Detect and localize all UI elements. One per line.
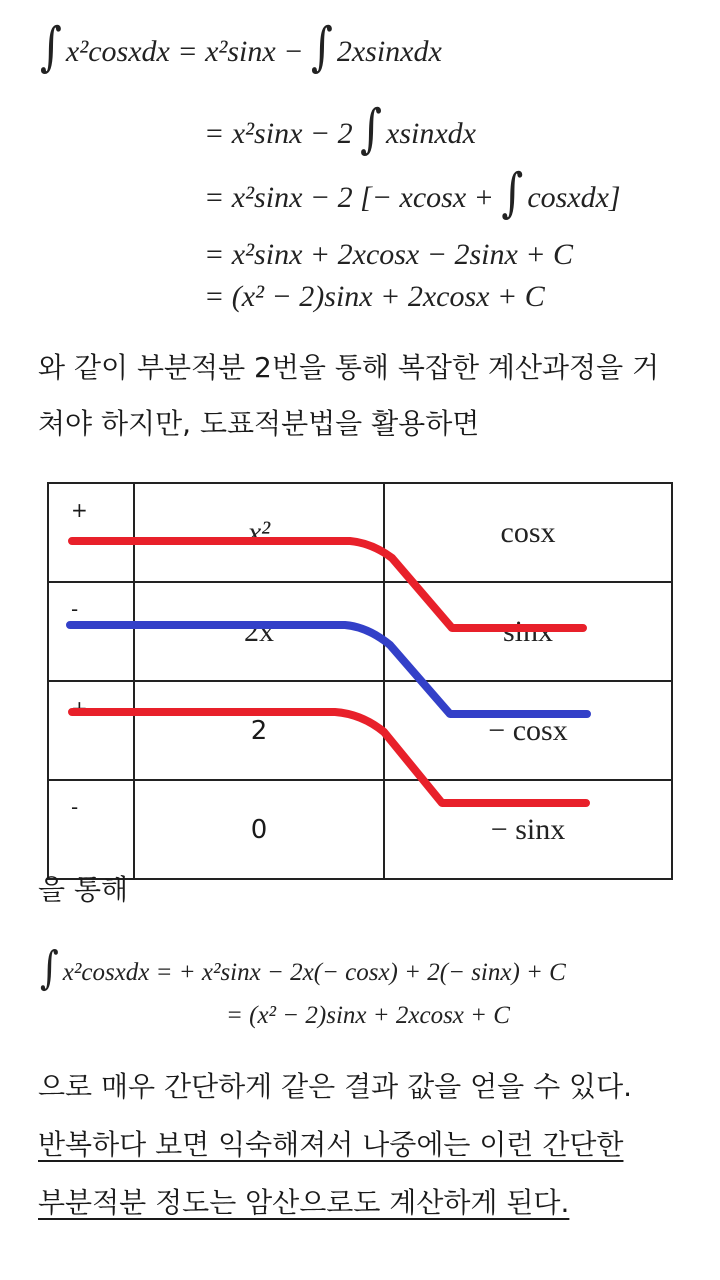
derivative-cell	[134, 681, 384, 780]
table-row	[48, 483, 672, 582]
cell-text: 2x	[244, 614, 274, 648]
equation-text: x²cosxdx	[65, 35, 170, 68]
sign-cell: -	[48, 582, 134, 681]
table-row	[48, 582, 672, 681]
derivative-cell	[134, 582, 384, 681]
equation-text: = x²sinx − 2	[204, 117, 353, 150]
equation-text: = x²sinx + 2xcosx − 2sinx + C	[204, 238, 574, 271]
equation-text: = x²sinx − 2 [− xcosx +	[204, 181, 494, 214]
paragraph-line: 을 통해	[38, 873, 129, 906]
tabular-integration-table	[47, 482, 673, 880]
integral-symbol: ∫	[310, 15, 333, 78]
cell-text: x²	[247, 515, 271, 549]
integral-symbol: ∫	[40, 15, 62, 78]
equation-line-1	[40, 15, 442, 78]
integral-cell	[384, 582, 672, 681]
sign-cell: +	[48, 681, 134, 780]
cell-text: 2	[250, 715, 268, 746]
equation-line-3	[204, 161, 621, 224]
cell-text: sinx	[502, 614, 553, 648]
result-equation-line-2	[226, 1002, 510, 1030]
cell-text: − cosx	[488, 713, 568, 747]
paragraph-line: 쳐야 하지만, 도표적분법을 활용하면	[38, 407, 480, 440]
integral-cell	[384, 681, 672, 780]
integral-symbol: ∫	[360, 97, 383, 160]
paragraph-3	[38, 1058, 688, 1232]
equation-line-4	[204, 238, 573, 272]
integral-symbol: ∫	[40, 942, 59, 995]
paragraph-line: 와 같이 부분적분 2번을 통해 복잡한 계산과정을 거	[38, 351, 660, 384]
sign-cell: +	[48, 483, 134, 582]
paragraph-1	[38, 340, 688, 452]
paragraph-line: 으로 매우 간단하게 같은 결과 값을 얻을 수 있다.	[38, 1070, 633, 1103]
cell-text: − sinx	[490, 812, 566, 846]
cell-text: cosx	[500, 515, 556, 549]
paragraph-line-underlined: 반복하다 보면 익숙해져서 나중에는 이런 간단한	[38, 1128, 624, 1161]
sign-cell: -	[48, 780, 134, 879]
integral-cell	[384, 483, 672, 582]
integral-symbol: ∫	[501, 161, 524, 224]
result-equation-line-1	[40, 942, 566, 995]
equation-line-5	[204, 280, 545, 314]
equation-text: = (x² − 2)sinx + 2xcosx + C	[226, 1002, 510, 1029]
cell-text: 0	[250, 814, 268, 845]
equation-text: cosxdx]	[527, 181, 621, 214]
derivative-cell	[134, 483, 384, 582]
equation-text: = + x²sinx − 2x(− cosx) + 2(− sinx) + C	[155, 959, 566, 986]
paragraph-line-underlined: 부분적분 정도는 암산으로도 계산하게 된다.	[38, 1186, 570, 1219]
equation-text: = (x² − 2)sinx + 2xcosx + C	[204, 280, 545, 313]
equation-text: xsinxdx	[386, 117, 476, 150]
paragraph-2	[38, 862, 688, 918]
table-row	[48, 681, 672, 780]
equation-text: 2xsinxdx	[336, 35, 442, 68]
equation-text: = x²sinx −	[177, 35, 304, 68]
equation-line-2	[204, 97, 476, 160]
equation-text: x²cosxdx	[62, 959, 150, 986]
